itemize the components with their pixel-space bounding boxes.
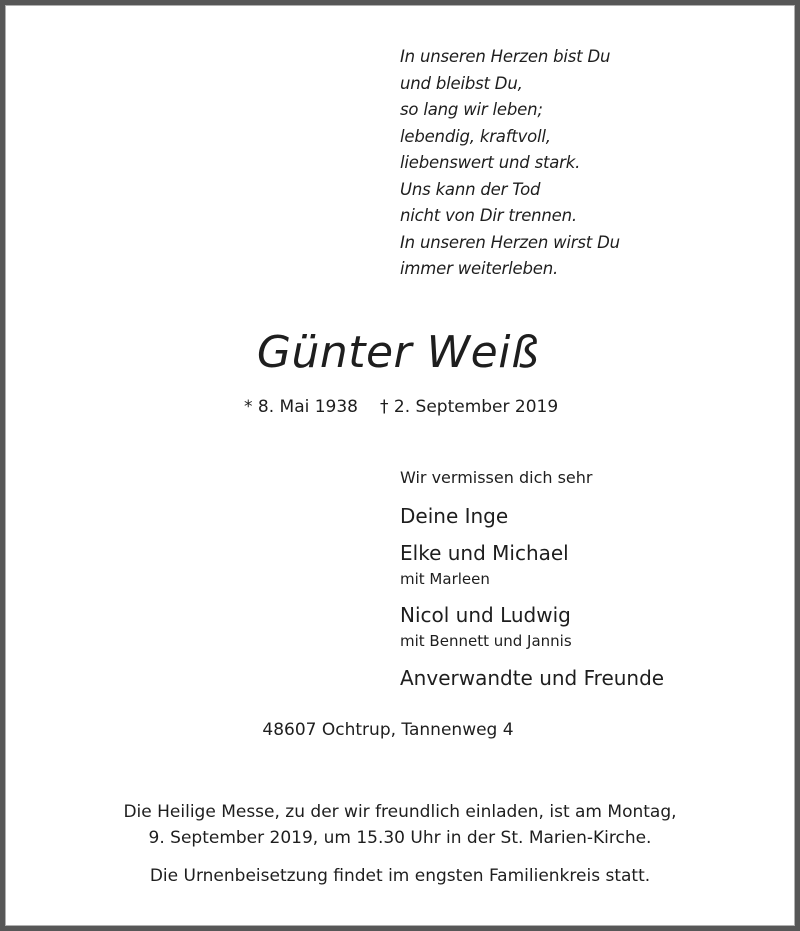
poem-line: lebendig, kraftvoll,: [400, 126, 551, 146]
poem-line: In unseren Herzen bist Du: [400, 47, 611, 66]
service-line-1: Die Heilige Messe, zu der wir freundlich einladen, ist am Montag,: [123, 802, 677, 822]
poem-line: liebenswert und stark.: [400, 153, 581, 172]
birth-date: * 8. Mai 1938: [244, 397, 359, 417]
mourner-name: Elke und Michael: [400, 541, 569, 565]
mourner-name: Nicol und Ludwig: [400, 603, 571, 627]
death-date: † 2. September 2019: [380, 397, 559, 417]
mourner-name: Deine Inge: [400, 504, 509, 528]
poem-line: so lang wir leben;: [400, 100, 543, 119]
service-line-2: 9. September 2019, um 15.30 Uhr in der St. Marien-Kirche.: [148, 828, 652, 848]
poem-line: immer weiterleben.: [400, 259, 559, 278]
poem-line: Uns kann der Tod: [400, 179, 541, 199]
mourner-name: Anverwandte und Freunde: [400, 666, 665, 690]
deceased-name: Günter Weiß: [256, 327, 540, 378]
mourners-intro: Wir vermissen dich sehr: [400, 468, 593, 487]
poem-line: nicht von Dir trennen.: [400, 206, 577, 225]
mourner-subline: mit Bennett und Jannis: [400, 632, 572, 650]
mourner-subline: mit Marleen: [400, 570, 490, 588]
poem-line: In unseren Herzen wirst Du: [400, 232, 620, 252]
address: 48607 Ochtrup, Tannenweg 4: [262, 720, 514, 740]
poem-line: und bleibst Du,: [400, 73, 523, 93]
poem: [400, 44, 620, 283]
burial-info: Die Urnenbeisetzung findet im engsten Familienkreis statt.: [149, 866, 651, 886]
